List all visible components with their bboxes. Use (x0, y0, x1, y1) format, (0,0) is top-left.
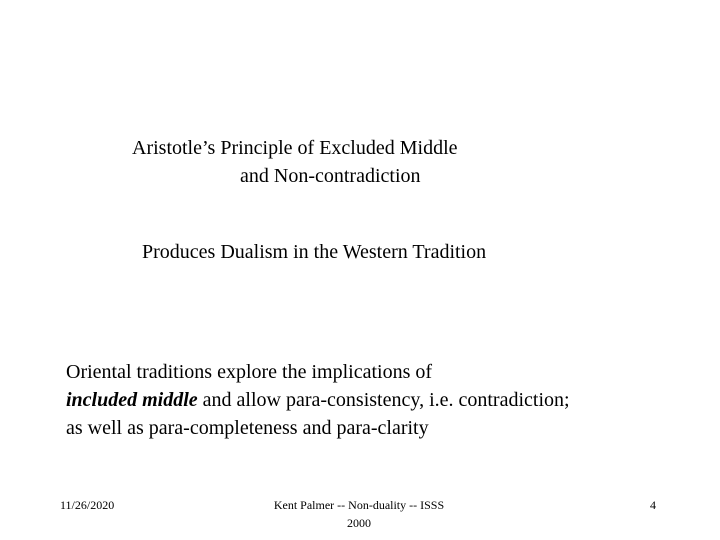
footer-center-line-2: 2000 (347, 516, 371, 530)
slide-heading (132, 134, 532, 190)
included-middle-emphasis: included middle (66, 389, 198, 411)
page-number: 4 (650, 498, 656, 512)
heading-line-2: and Non-contradiction (240, 165, 421, 187)
heading-line-1: Aristotle’s Principle of Excluded Middle (132, 137, 458, 159)
footer-center-line-1: Kent Palmer -- Non-duality -- ISSS (273, 498, 445, 512)
footer-date: 11/26/2020 (60, 498, 115, 512)
slide-subheading: Produces Dualism in the Western Tradition (142, 241, 487, 263)
footer-author-title (240, 496, 478, 532)
body-line-2 (66, 386, 706, 414)
body-paragraph (66, 358, 706, 442)
body-line-1: Oriental traditions explore the implications of (66, 361, 433, 383)
body-line-2-rest: and allow para-consistency, i.e. contradiction; (197, 389, 570, 411)
body-line-3: as well as para-completeness and para-clarity (66, 417, 429, 439)
